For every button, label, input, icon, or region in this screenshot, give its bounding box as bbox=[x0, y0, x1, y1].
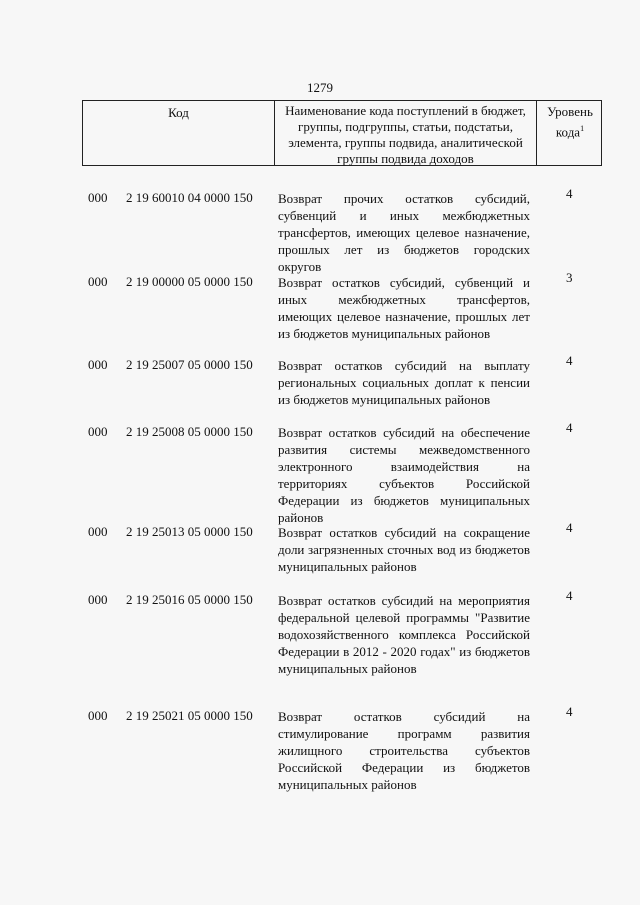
header-name: Наименование кода поступлений в бюджет, группы, подгруппы, статьи, подстатьи, элемента, группы подвида, аналитической группы подвида доходов bbox=[275, 101, 537, 165]
row-level: 4 bbox=[566, 588, 573, 603]
row-description: Возврат остатков субсидий на выплату региональных социальных доплат к пенсии из бюджетов муниципальных районов bbox=[278, 358, 530, 407]
header-level-label: Уровень кода bbox=[547, 104, 593, 140]
row-level: 4 bbox=[566, 186, 573, 201]
table-header bbox=[82, 100, 602, 166]
row-level: 4 bbox=[566, 353, 573, 368]
row-description: Возврат остатков субсидий, субвенций и иных межбюджетных трансфертов, имеющих целевое назначение, прошлых лет из бюджетов муниципальных районов bbox=[278, 275, 530, 341]
row-income-code: 2 19 00000 05 0000 150 bbox=[126, 274, 253, 289]
header-code: Код bbox=[83, 101, 275, 165]
row-income-code: 2 19 25021 05 0000 150 bbox=[126, 708, 253, 723]
row-income-code: 2 19 25013 05 0000 150 bbox=[126, 524, 253, 539]
row-description: Возврат прочих остатков субсидий, субвенций и иных межбюджетных трансфертов, имеющих целевое назначение, прошлых лет из бюджетов городских округов bbox=[278, 191, 530, 274]
row-description: Возврат остатков субсидий на сокращение доли загрязненных сточных вод из бюджетов муниципальных районов bbox=[278, 525, 530, 574]
row-level: 4 bbox=[566, 704, 573, 719]
row-admin-code: 000 bbox=[88, 708, 108, 723]
page-number: 1279 bbox=[307, 80, 333, 95]
row-income-code: 2 19 25008 05 0000 150 bbox=[126, 424, 253, 439]
row-admin-code: 000 bbox=[88, 274, 108, 289]
row-income-code: 2 19 25007 05 0000 150 bbox=[126, 357, 253, 372]
row-admin-code: 000 bbox=[88, 424, 108, 439]
row-admin-code: 000 bbox=[88, 524, 108, 539]
row-admin-code: 000 bbox=[88, 592, 108, 607]
row-description: Возврат остатков субсидий на стимулирование программ развития жилищного строительства субъектов Российской Федерации из бюджетов муниципальных районов bbox=[278, 709, 530, 792]
row-income-code: 2 19 25016 05 0000 150 bbox=[126, 592, 253, 607]
row-level: 4 bbox=[566, 420, 573, 435]
header-level bbox=[537, 101, 603, 165]
row-admin-code: 000 bbox=[88, 190, 108, 205]
row-description: Возврат остатков субсидий на обеспечение развития системы межведомственного электронного взаимодействия на территориях субъектов Российской Федерации из бюджетов муниципальных районов bbox=[278, 425, 530, 525]
row-admin-code: 000 bbox=[88, 357, 108, 372]
row-level: 4 bbox=[566, 520, 573, 535]
row-description: Возврат остатков субсидий на мероприятия федеральной целевой программы "Развитие водохозяйственного комплекса Российской Федерации в 2012 - 2020 годах" из бюджетов муниципальных районов bbox=[278, 593, 530, 676]
row-income-code: 2 19 60010 04 0000 150 bbox=[126, 190, 253, 205]
header-level-footnote: 1 bbox=[580, 124, 585, 133]
row-level: 3 bbox=[566, 270, 573, 285]
